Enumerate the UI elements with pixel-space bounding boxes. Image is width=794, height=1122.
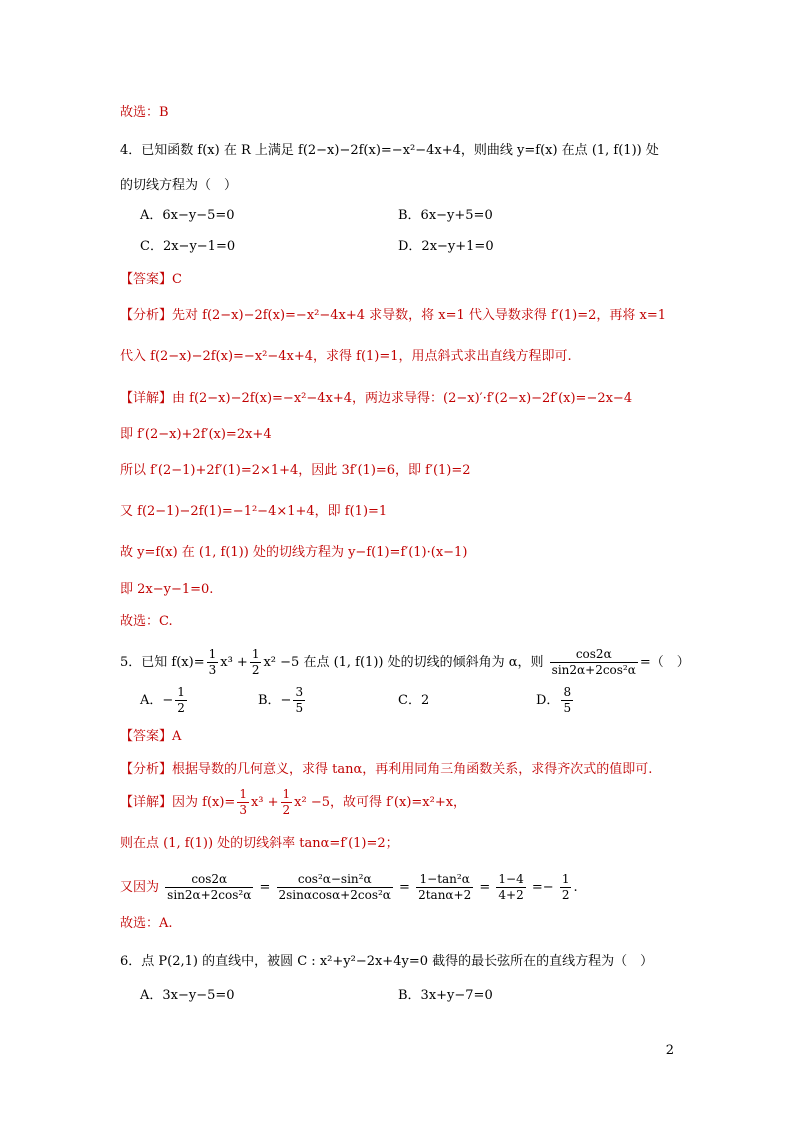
q6-option-b: B．3x+y−7=0: [398, 988, 493, 1003]
q6-option-a: A．3x−y−5=0: [140, 988, 235, 1003]
q5-detail-line-3: 又因为 $\frac{\cos 2\alpha}{\text{sin2α+2cos²α}}$ = $\frac{\text{cos²α−sin²α}}{\text{2sinαcosα+2cos²α}}$ = $\frac{\text{1−tan²α}}{2\tan\alpha+2}$ = $\frac{1-4}{4+2}$ =− $\frac{1}{2}$ .: [120, 872, 578, 902]
q4-detail-line-3: 所以 f′(2−1)+2f′(1)=2×1+4，因此 3f′(1)=6，即 f′(1)=2: [120, 463, 471, 478]
q4-stem-line-1: 4．已知函数 f(x) 在 R 上满足 f(2−x)−2f(x)=−x²−4x+4，则曲线 y=f(x) 在点 (1, f(1)) 处: [120, 143, 659, 158]
q4-stem-line-2: 的切线方程为（ ）: [120, 178, 238, 193]
q5-detail-line-2: 则在点 (1, f(1)) 处的切线斜率 tanα=f′(1)=2；: [120, 836, 399, 851]
q4-option-b: B．6x−y+5=0: [398, 208, 493, 223]
q4-choice: 故选：C.: [120, 614, 173, 629]
q5-option-c: C．2: [398, 693, 430, 708]
q5-answer: 【答案】A: [120, 729, 182, 744]
q5-stem-post: =（ ）: [639, 655, 690, 670]
q5-fraction-one-third: $\frac{1}{3}$: [208, 647, 217, 677]
q5-choice: 故选：A.: [120, 916, 173, 931]
q5-option-a: A．− $\frac{1}{2}$: [140, 685, 185, 715]
q5-analysis: 【分析】根据导数的几何意义，求得 tanα，再利用同角三角函数关系，求得齐次式的值即可.: [120, 762, 653, 777]
q4-option-d: D．2x−y+1=0: [398, 239, 494, 254]
q4-option-c: C．2x−y−1=0: [140, 239, 236, 254]
q4-detail-line-5: 故 y=f(x) 在 (1, f(1)) 处的切线方程为 y−f(1)=f′(1)·(x−1): [120, 545, 468, 560]
q5-stem-mid: 在点 (1, f(1)) 处的切线的倾斜角为 α，则: [303, 655, 544, 670]
q5-option-d: D． $\frac{8}{5}$: [536, 685, 572, 715]
q4-analysis-line-1: 【分析】先对 f(2−x)−2f(x)=−x²−4x+4 求导数，将 x=1 代入导数求得 f′(1)=2，再将 x=1: [120, 308, 667, 323]
q4-detail-line-4: 又 f(2−1)−2f(1)=−1²−4×1+4，即 f(1)=1: [120, 504, 388, 519]
q5-term-x2: x² −5: [263, 655, 300, 670]
q5-detail-line-1: 【详解】因为 f(x)= $\frac{1}{3}$ x³ + $\frac{1}{2}$ x² −5，故可得 f′(x)=x²+x，: [120, 787, 467, 817]
q5-option-b: B．− $\frac{3}{5}$: [258, 685, 304, 715]
q3-choice: 故选：B: [120, 105, 169, 120]
q5-stem: [120, 646, 690, 680]
q5-target-fraction: $\frac{\cos 2\alpha}{\text{sin2α+2cos²α}}$: [551, 647, 636, 677]
q5-fraction-one-half: $\frac{1}{2}$: [251, 647, 260, 677]
page-number: 2: [665, 1043, 674, 1058]
q5-term-x3: x³ +: [220, 655, 248, 670]
q4-detail-line-6: 即 2x−y−1=0.: [120, 582, 214, 597]
q4-detail-line-1: 【详解】由 f(2−x)−2f(x)=−x²−4x+4，两边求导得：(2−x)′·f′(2−x)−2f′(x)=−2x−4: [120, 391, 633, 406]
q6-stem: 6．点 P(2,1) 的直线中，被圆 C : x²+y²−2x+4y=0 截得的最长弦所在的直线方程为（ ）: [120, 954, 654, 969]
q4-detail-line-2: 即 f′(2−x)+2f′(x)=2x+4: [120, 427, 272, 442]
q5-stem-pre: 5．已知 f(x)=: [120, 655, 205, 670]
q4-answer: 【答案】C: [120, 272, 182, 287]
q4-option-a: A．6x−y−5=0: [140, 208, 235, 223]
q4-analysis-line-2: 代入 f(2−x)−2f(x)=−x²−4x+4，求得 f(1)=1，用点斜式求出直线方程即可.: [120, 349, 572, 364]
